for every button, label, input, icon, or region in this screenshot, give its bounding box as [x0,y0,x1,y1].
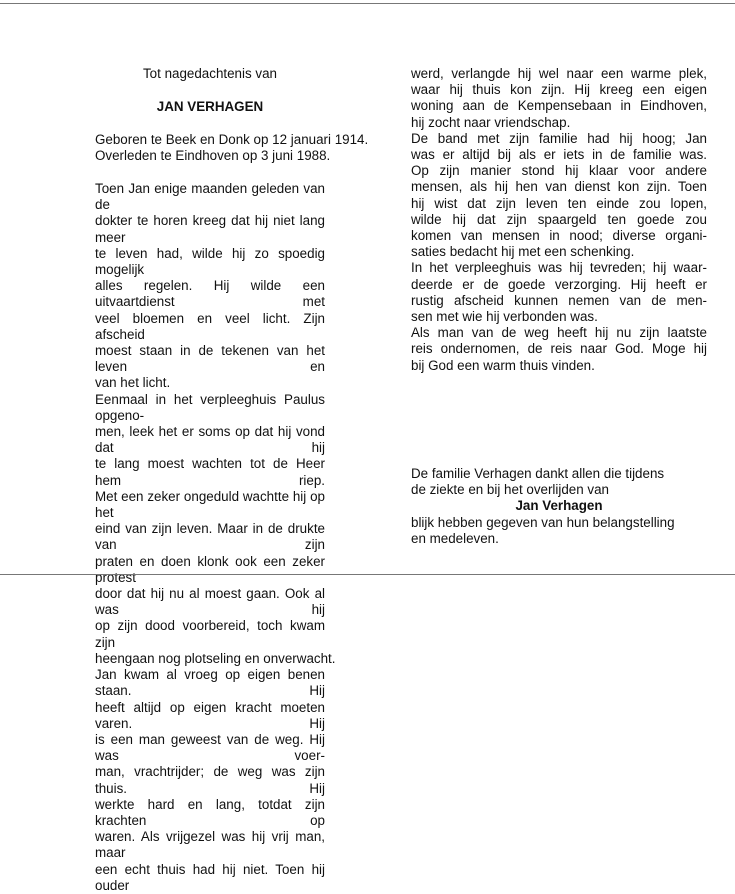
body-line: is een man geweest van de weg. Hij was voer- [95,731,325,764]
body-line: man, vrachtrijder; de weg was zijn thuis. Hij [95,764,325,796]
body-line: heengaan nog plotseling en onverwacht. [95,650,336,666]
deceased-name [95,99,325,115]
intro-line: Tot nagedachtenis van [142,66,277,81]
body-line: praten en doen klonk ook een zeker protest [95,553,325,585]
body-line: Eenmaal in het verpleeghuis Paulus opgeno- [95,391,325,423]
body-line: van het licht. [95,375,171,391]
body-line: bij God een warm thuis vinden. [411,357,595,373]
body-line: rustig afscheid kunnen nemen van de men- [411,292,707,308]
thanks-line: blijk hebben gegeven van hun belangstelling [411,514,675,530]
bottom-border [0,574,735,575]
body-line: hij wist dat zijn leven ten einde zou lopen, [411,195,707,211]
body-line: te lang moest wachten tot de Heer hem riep. [95,456,325,488]
body-line: De band met zijn familie had hij hoog; Jan [411,130,707,146]
body-line: veel bloemen en veel licht. Zijn afscheid [95,310,325,342]
body-line: sen met wie hij verbonden was. [411,309,598,325]
body-line: een echt thuis had hij niet. Toen hij ouder [95,861,325,893]
died-line: Overleden te Eindhoven op 3 juni 1988. [95,148,331,164]
body-line: wilde hij dat zijn spaargeld ten goede zou [411,211,707,227]
body-line: men, leek het er soms op dat hij vond dat hij [95,424,325,456]
body-line: dokter te horen kreeg dat hij niet lang meer [95,213,325,245]
name-heading: JAN VERHAGEN [156,99,264,114]
body-line: woning aan de Kempensebaan in Eindhoven, [411,98,707,114]
thanks-line: de ziekte en bij het overlijden van [411,482,610,498]
life-dates [95,132,369,164]
body-line: In het verpleeghuis was hij tevreden; hij waar- [411,260,707,276]
body-line: werd, verlangde hij wel naar een warme plek, [411,66,707,81]
body-line: te leven had, wilde hij zo spoedig mogelijk [95,245,325,278]
body-line: was er altijd bij als er iets in de familie was. [411,147,707,163]
body-line: waren. Als vrijgezel was hij vrij man, maar [95,829,325,861]
body-line: Toen Jan enige maanden geleden van de [95,181,325,213]
body-line: op zijn dood voorbereid, toch kwam zijn [95,618,325,650]
born-line: Geboren te Beek en Donk op 12 januari 1914. [95,132,369,147]
body-line: werkte hard en lang, totdat zijn krachten op [95,796,325,828]
body-line: hij zocht naar vriendschap. [411,114,571,130]
body-line: moest staan in de tekenen van het leven en [95,343,325,375]
body-line: Op zijn manier stond hij klaar voor andere [411,163,707,179]
body-line: Jan kwam al vroeg op eigen benen staan. Hij [95,667,325,699]
body-line: eind van zijn leven. Maar in de drukte van zijn [95,521,325,553]
intro-text [95,66,325,82]
body-line: saties bedacht hij met een schenking. [411,244,635,260]
body-line: waar hij thuis kon zijn. Hij kreeg een eigen [411,82,707,98]
right-body-text [411,66,707,374]
body-line: heeft altijd op eigen kracht moeten varen. Hij [95,699,325,731]
thanks-name: Jan Verhagen [515,498,603,514]
thanks-line: en medeleven. [411,530,499,546]
body-line: Met een zeker ongeduld wachtte hij op het [95,488,325,521]
thanks-line: De familie Verhagen dankt allen die tijdens [411,466,665,481]
body-line: mensen, als hij hen van dienst kon zijn. Toen [411,179,707,195]
thanks-note [411,466,707,547]
body-line: Als man van de weg heeft hij nu zijn laatste [411,325,707,341]
body-line: deerde er de goede verzorging. Hij heeft er [411,276,707,292]
body-line: door dat hij nu al moest gaan. Ook al was hij [95,586,325,618]
body-line: reis ondernomen, de reis naar God. Moge hij [411,341,707,357]
body-line: alles regelen. Hij wilde een uitvaartdienst met [95,278,325,310]
left-body-text [95,181,336,894]
body-line: komen van mensen in nood; diverse organi- [411,228,707,244]
top-border [0,3,735,4]
